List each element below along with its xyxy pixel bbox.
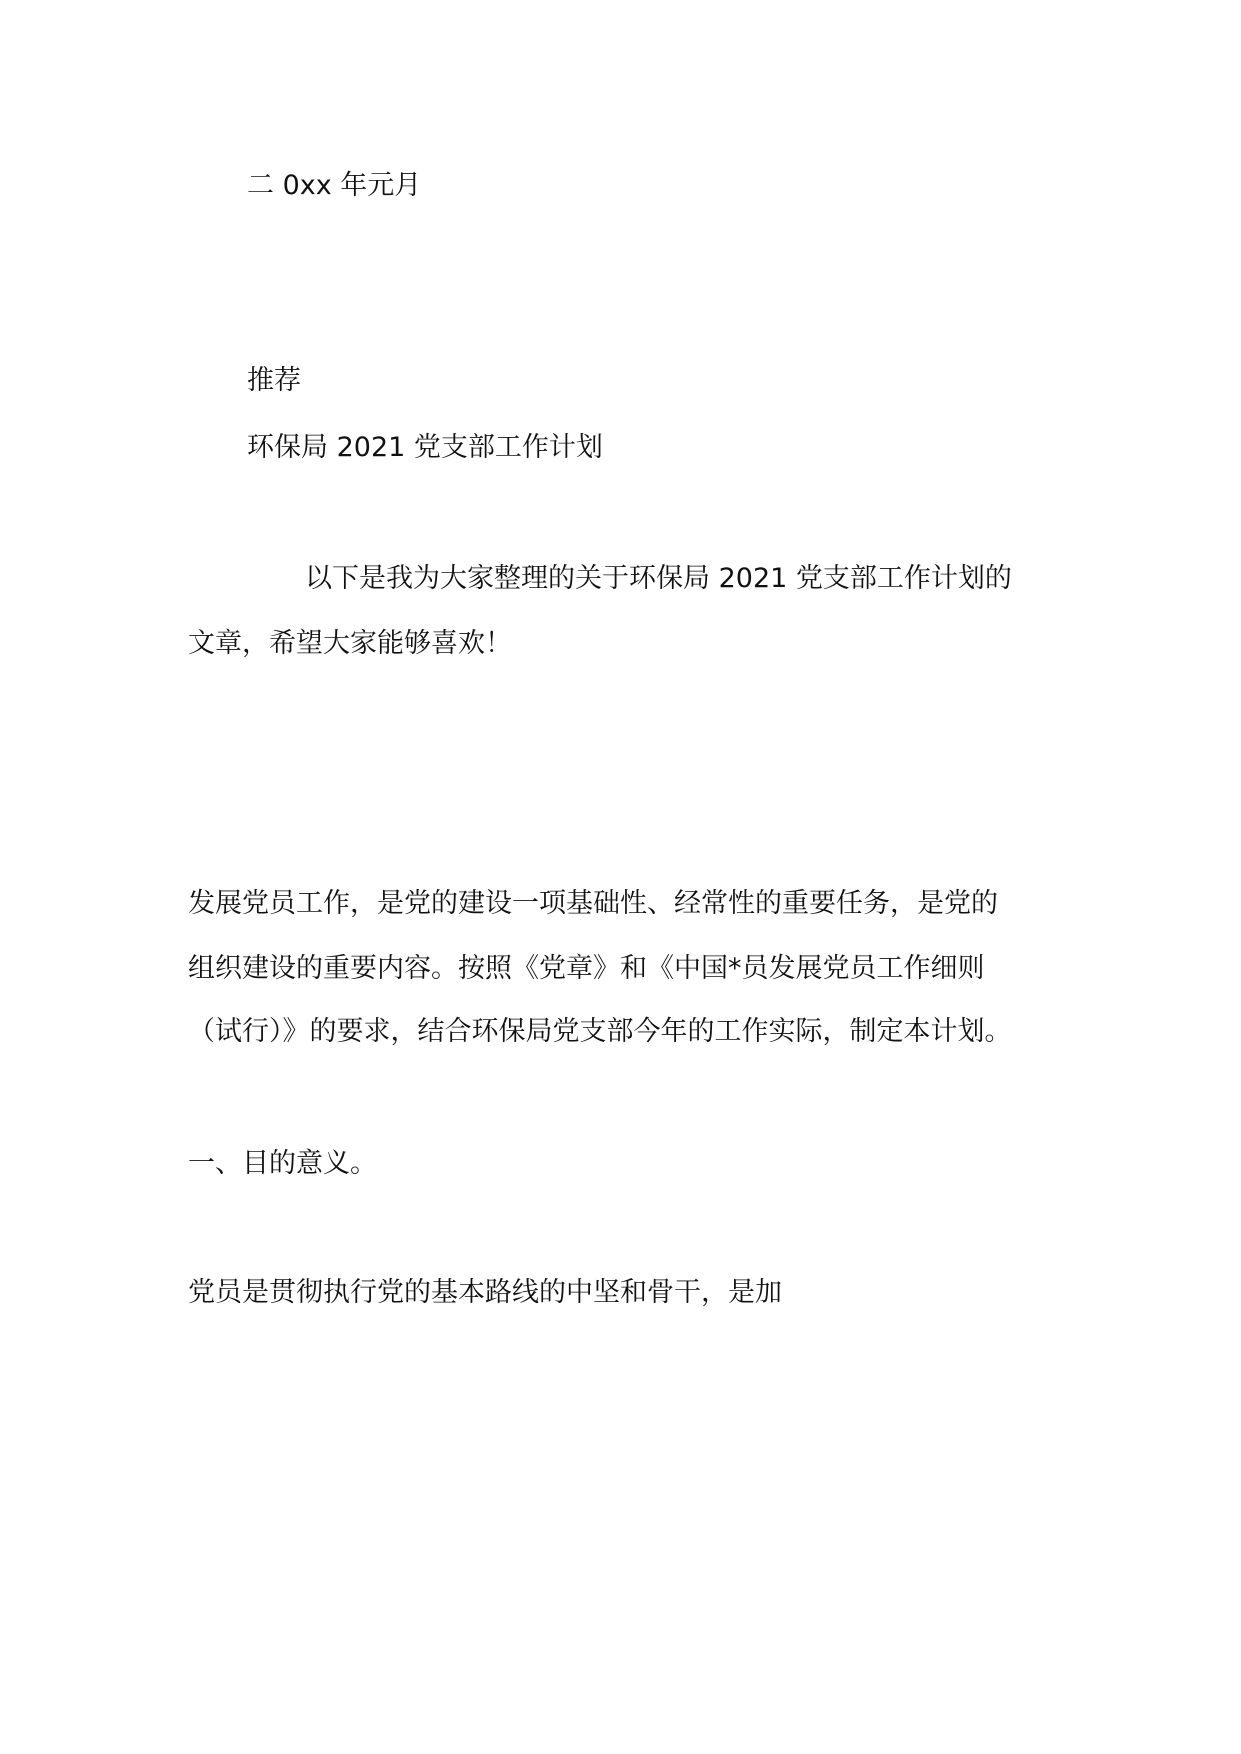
intro-line-2: 文章，希望大家能够喜欢！ [188, 628, 512, 659]
section1-heading: 一、目的意义。 [188, 1148, 377, 1179]
paragraph2-line-1: 党员是贯彻执行党的基本路线的中坚和骨干，是加 [188, 1277, 782, 1308]
paragraph1-line-3: （试行）》的要求，结合环保局党支部今年的工作实际，制定本计划。 [188, 1016, 1012, 1047]
date-line: 二 0xx 年元月 [247, 170, 422, 201]
recommend-label: 推荐 [247, 365, 301, 396]
intro-line-1: 以下是我为大家整理的关于环保局 2021 党支部工作计划的 [305, 563, 1012, 594]
paragraph1-line-2: 组织建设的重要内容。按照《党章》和《中国*员发展党员工作细则 [188, 953, 985, 984]
paragraph1-line-1: 发展党员工作，是党的建设一项基础性、经常性的重要任务，是党的 [188, 888, 998, 919]
recommend-title: 环保局 2021 党支部工作计划 [247, 432, 603, 463]
